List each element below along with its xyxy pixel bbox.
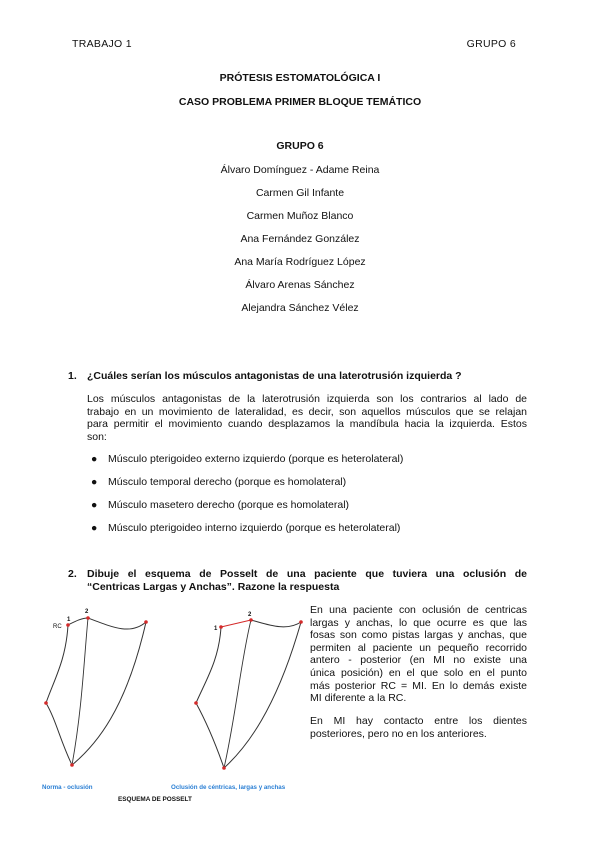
label-point-1: 1 (67, 617, 71, 623)
point-marker (222, 766, 226, 770)
bullet-dot-icon: ● (91, 476, 98, 488)
group-title: GRUPO 6 (276, 140, 324, 152)
q1-bullet: Músculo temporal derecho (porque es homolateral) (108, 476, 347, 488)
point-marker (86, 616, 90, 620)
bullet-dot-icon: ● (91, 499, 98, 511)
q1-answer (87, 393, 527, 443)
envelope-inner (224, 620, 251, 768)
member-name: Álvaro Arenas Sánchez (245, 279, 355, 291)
posselt-long-wide (194, 612, 303, 770)
posselt-diagram (36, 600, 306, 810)
q2-answer-line: más posterior RC = MI. En lo demás existe (310, 679, 527, 692)
q1-bullet: Músculo masetero derecho (porque es homolateral) (108, 499, 350, 511)
q2-number: 2. (68, 568, 77, 580)
envelope-outline (196, 620, 301, 768)
point-marker (299, 620, 303, 624)
q2-answer-line: En una paciente con oclusión de centricas (310, 604, 527, 616)
assignment-title: CASO PROBLEMA PRIMER BLOQUE TEMÁTICO (178, 96, 422, 108)
q2-answer-line: única posición) en el que solo en el punto (310, 666, 527, 679)
member-name: Alejandra Sánchez Vélez (241, 302, 359, 314)
q1-number: 1. (68, 370, 77, 382)
label-normal-occlusion: Norma - oclusión (42, 784, 93, 791)
q2-answer-line: fosas son como pistas largas y anchas, que (310, 629, 527, 642)
label-point-2: 2 (248, 612, 252, 618)
envelope-inner (72, 618, 88, 765)
posselt-normal (44, 609, 148, 767)
q1-bullet: Músculo pterigoideo interno izquierdo (porque es heterolateral) (108, 522, 401, 534)
q2-answer-p2 (310, 715, 527, 740)
member-name: Ana Fernández González (240, 233, 360, 245)
point-marker (44, 701, 48, 705)
header-right: GRUPO 6 (466, 38, 516, 50)
member-name: Carmen Gil Infante (255, 187, 345, 199)
q1-answer-line: son: (87, 430, 107, 443)
q2-answer-line: largas y anchas, lo que ocurre es que las (310, 616, 527, 629)
q2-answer-line: antero - posterior (en MI no existe una (310, 654, 527, 667)
q1-answer-line: Los músculos antagonistas de la laterotrusión izquierda son los contrarios al lado de (87, 393, 527, 405)
header-left: TRABAJO 1 (72, 38, 132, 50)
course-title: PRÓTESIS ESTOMATOLÓGICA I (219, 72, 381, 84)
q2-question-line1: Dibuje el esquema de Posselt de una paciente que tuviera una oclusión de (87, 568, 527, 580)
q1-question: ¿Cuáles serían los músculos antagonistas de una laterotrusión izquierda ? (87, 370, 462, 382)
q2-question-line2: “Centricas Largas y Anchas”. Razone la respuesta (87, 581, 340, 593)
member-name: Ana María Rodríguez López (234, 256, 366, 268)
bullet-dot-icon: ● (91, 522, 98, 534)
member-name: Carmen Muñoz Blanco (246, 210, 354, 222)
centric-segment (221, 620, 251, 627)
q1-bullet: Músculo pterigoideo externo izquierdo (porque es heterolateral) (108, 453, 404, 465)
bullet-dot-icon: ● (91, 453, 98, 465)
point-marker (70, 763, 74, 767)
label-point-2: 2 (85, 609, 89, 615)
q2-answer-line: MI diferente a la RC. (310, 692, 407, 705)
q2-answer-p1 (310, 604, 527, 705)
label-rc: RC (53, 624, 62, 630)
label-point-1: 1 (214, 626, 218, 632)
point-marker (194, 701, 198, 705)
q2-answer-line: En MI hay contacto entre los dientes (310, 715, 527, 727)
label-long-wide-centrics: Oclusión de céntricas, largas y anchas (171, 784, 286, 791)
q2-answer-line: posteriores, pero no en los anteriores. (310, 727, 487, 740)
point-marker (66, 623, 70, 627)
point-marker (249, 618, 253, 622)
q1-answer-line: trabajo en un movimiento de lateralidad, es decir, son aquellos músculos que se relajan (87, 405, 527, 418)
point-marker (219, 625, 223, 629)
point-marker (144, 620, 148, 624)
envelope-outline (46, 618, 146, 765)
q2-answer-line: permiten al paciente un pequeño recorrido (310, 641, 527, 654)
q1-answer-line: para permitir el movimiento cuando desplazamos la mandíbula hacia la izquierda. Estos (87, 418, 527, 431)
figure-caption: ESQUEMA DE POSSELT (118, 796, 192, 803)
member-name: Álvaro Domínguez - Adame Reina (220, 164, 380, 176)
